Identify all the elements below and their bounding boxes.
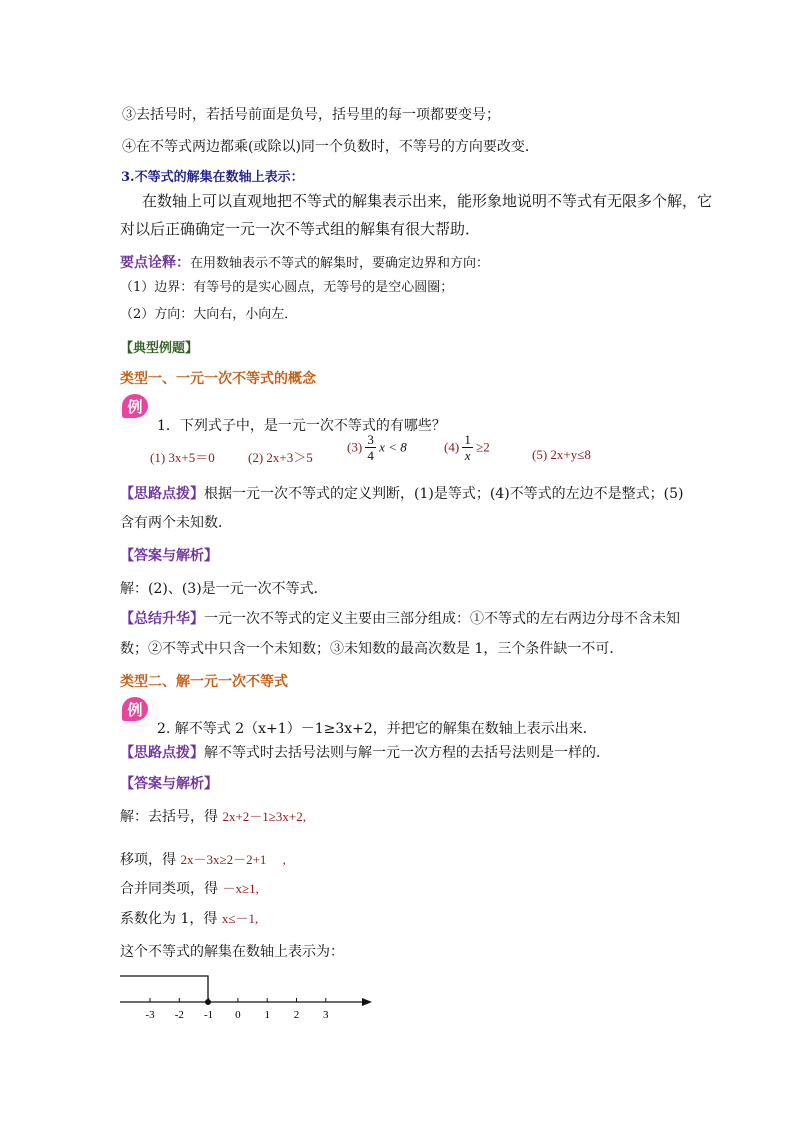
hint-2-label: 【思路点拨】 <box>120 745 204 761</box>
summary-line1 <box>120 608 680 628</box>
hint-2-text: 解不等式时去括号法则与解一元一次方程的去括号法则是一样的． <box>204 745 610 761</box>
hint-1-text: 根据一元一次不等式的定义判断，(1)是等式；(4)不等式的左边不是整式；(5) <box>204 486 684 502</box>
keypoint-label: 要点诠释： <box>120 255 190 271</box>
step-4 <box>120 908 258 928</box>
step-1-label: 解：去括号，得 <box>120 809 223 825</box>
step-3-equation: －x≥1, <box>222 881 259 896</box>
summary-text: 一元一次不等式的定义主要由三部分组成：①不等式的左右两边分母不含未知 <box>204 611 680 627</box>
tick-label: 1 <box>264 1009 270 1021</box>
keypoint-text: 在用数轴表示不等式的解集时，要确定边界和方向： <box>190 256 490 271</box>
option-4-suffix: ≥2 <box>476 439 490 455</box>
option-5: (5) 2x+y≤8 <box>532 447 591 462</box>
keypoint-item-2: （2）方向：大向右，小向左． <box>120 307 298 322</box>
summary-line2: 数；②不等式中只含一个未知数；③未知数的最高次数是 1，三个条件缺一不可． <box>120 641 624 657</box>
step-3 <box>120 878 259 898</box>
answer-1-label: 【答案与解析】 <box>120 548 218 564</box>
section-3-title: 3.不等式的解集在数轴上表示： <box>121 170 304 185</box>
hint-2-line <box>120 742 610 762</box>
number-line <box>110 966 380 1026</box>
rule-3: ③去括号时，若括号前面是负号，括号里的每一项都要变号； <box>122 107 500 123</box>
tick-label: 0 <box>235 1009 241 1021</box>
section-3-para-line2: 对以后正确确定一元一次不等式组的解集有很大帮助． <box>120 220 481 238</box>
tick-label: 2 <box>293 1009 300 1021</box>
tick-label: 3 <box>323 1009 329 1021</box>
tick-label: -3 <box>145 1009 155 1021</box>
step-3-label: 合并同类项，得 <box>120 881 223 897</box>
solution-bracket <box>120 976 208 1002</box>
answer-1-text: 解：(2)、(3)是一元一次不等式． <box>120 581 328 597</box>
option-4-prefix: (4) <box>444 439 460 455</box>
rule-4: ④在不等式两边都乘(或除以)同一个负数时，不等号的方向要改变． <box>122 139 539 155</box>
option-3-fraction <box>365 432 376 463</box>
step-2 <box>120 849 286 869</box>
hint-1-label: 【思路点拨】 <box>120 486 204 502</box>
tick-label: -1 <box>204 1009 214 1021</box>
type-2-title: 类型二、解一元一次不等式 <box>120 674 288 690</box>
option-4-numerator: 1 <box>464 432 471 447</box>
option-3 <box>347 432 407 463</box>
badge-icon: 例 <box>122 697 148 721</box>
step-1-equation: 2x+2－1≥3x+2, <box>222 809 307 824</box>
examples-header: 【典型例题】 <box>120 341 199 356</box>
option-1: (1) 3x+5＝0 <box>150 450 215 465</box>
keypoint-line <box>120 252 489 272</box>
option-3-numerator: 3 <box>367 432 374 447</box>
option-3-denominator: 4 <box>367 448 374 463</box>
hint-1-line1 <box>120 483 684 503</box>
step-2-equation: 2x－3x≥2－2+1 , <box>180 852 286 867</box>
option-4-denominator: x <box>464 448 471 463</box>
step-2-label: 移项，得 <box>120 852 181 868</box>
hint-1-line2: 含有两个未知数． <box>120 515 232 531</box>
step-5: 这个不等式的解集在数轴上表示为： <box>120 944 344 960</box>
section-3-para-line1: 在数轴上可以直观地把不等式的解集表示出来，能形象地说明不等式有无限多个解，它 <box>142 192 713 210</box>
step-1 <box>120 806 306 826</box>
option-4 <box>444 432 490 463</box>
step-4-equation: x≤－1, <box>221 911 259 926</box>
option-2: (2) 2x+3＞5 <box>248 450 313 465</box>
summary-label: 【总结升华】 <box>120 611 204 627</box>
keypoint-item-1: （1）边界：有等号的是实心圆点，无等号的是空心圆圈； <box>120 280 454 295</box>
type-1-title: 类型一、一元一次不等式的概念 <box>120 371 316 387</box>
tick-label: -2 <box>174 1009 184 1021</box>
answer-2-label: 【答案与解析】 <box>120 776 218 792</box>
example-2-question: 2. 解不等式 2（x+1）－1≥3x+2，并把它的解集在数轴上表示出来． <box>157 721 597 737</box>
option-3-suffix: x < 8 <box>379 439 407 455</box>
step-4-label: 系数化为 1，得 <box>120 911 222 927</box>
axis-arrow-icon <box>362 998 372 1006</box>
option-3-prefix: (3) <box>347 439 363 455</box>
badge-icon: 例 <box>122 394 148 418</box>
example-1-question: 1．下列式子中，是一元一次不等式的有哪些？ <box>157 418 446 434</box>
boundary-point <box>205 999 211 1005</box>
option-4-fraction <box>462 432 473 463</box>
